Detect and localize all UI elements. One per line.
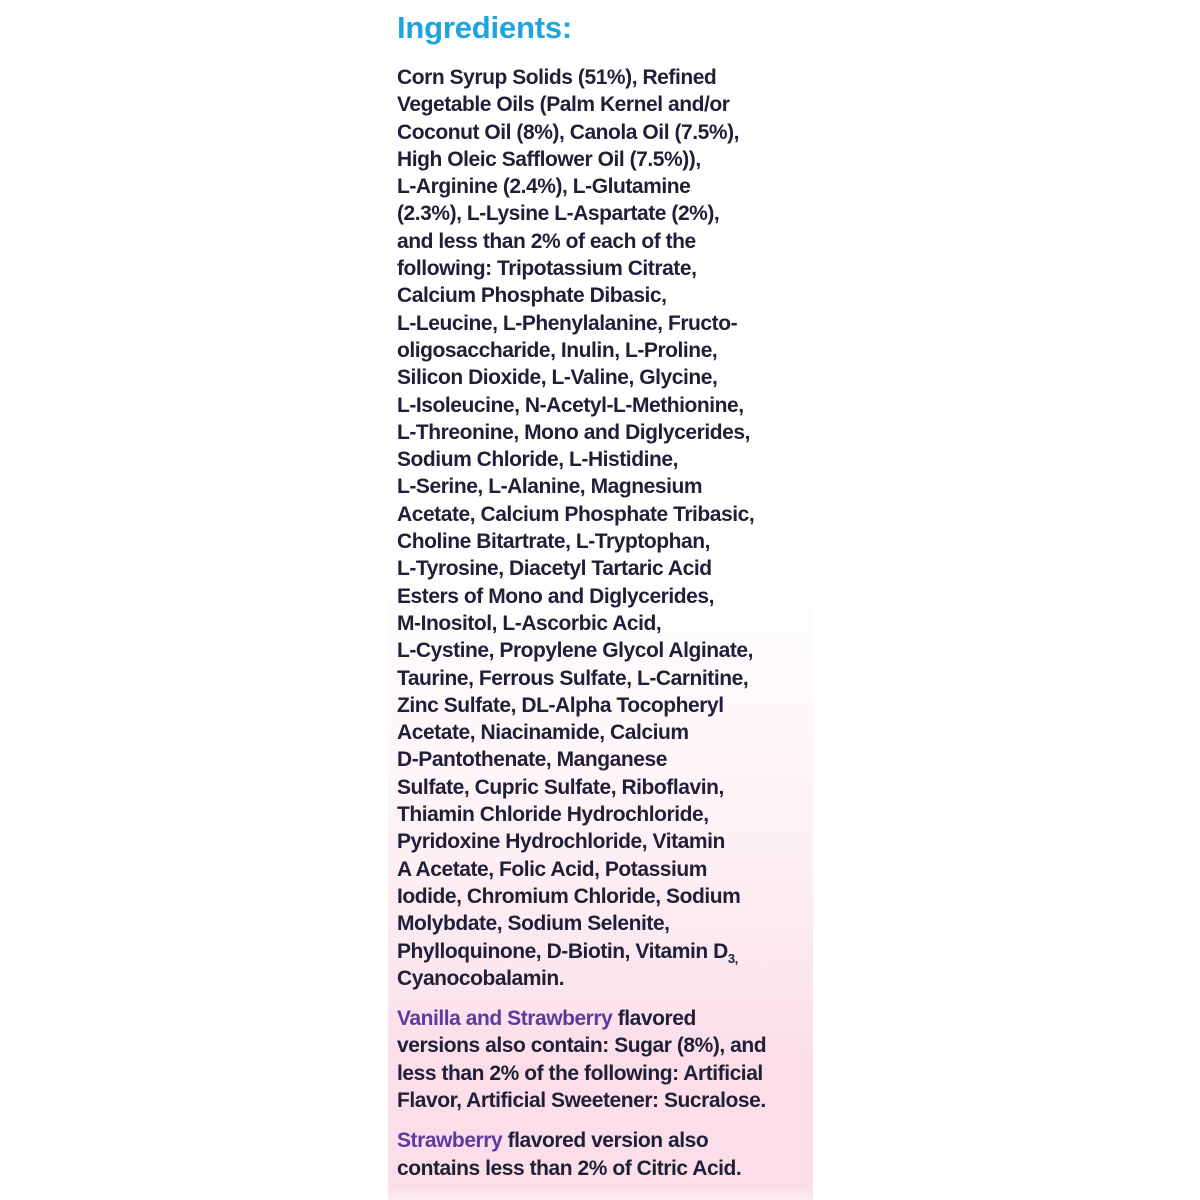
- ingredients-line: L-Isoleucine, N-Acetyl-L-Methionine,: [397, 393, 744, 417]
- ingredients-line: Coconut Oil (8%), Canola Oil (7.5%),: [397, 120, 739, 144]
- ingredients-line: A Acetate, Folic Acid, Potassium: [397, 857, 708, 881]
- ingredients-line: M-Inositol, L-Ascorbic Acid,: [397, 611, 662, 635]
- ingredients-line: Calcium Phosphate Dibasic,: [397, 284, 667, 308]
- ingredients-line: Thiamin Chloride Hydrochloride,: [397, 803, 709, 827]
- ingredients-line: L-Cystine, Propylene Glycol Alginate,: [397, 639, 753, 663]
- ingredients-line: Esters of Mono and Diglycerides,: [397, 584, 715, 608]
- ingredients-line: Choline Bitartrate, L-Tryptophan,: [397, 530, 710, 554]
- flavor-note-line: Vanilla and Strawberry flavored: [397, 1007, 696, 1031]
- flavor-note: [397, 1127, 809, 1182]
- ingredients-line: Sulfate, Cupric Sulfate, Riboflavin,: [397, 775, 724, 799]
- ingredients-line: Acetate, Niacinamide, Calcium: [397, 721, 689, 745]
- flavor-note-line: less than 2% of the following: Artificial: [397, 1061, 763, 1085]
- ingredients-lines: [397, 64, 809, 992]
- ingredients-line: Cyanocobalamin.: [397, 966, 565, 990]
- flavor-notes: [397, 1005, 809, 1182]
- flavor-note-line: contains less than 2% of Citric Acid.: [397, 1156, 742, 1180]
- flavor-note-lead: Vanilla and Strawberry: [397, 1007, 613, 1031]
- ingredients-line: oligosaccharide, Inulin, L-Proline,: [397, 338, 718, 362]
- flavor-note-line: Flavor, Artificial Sweetener: Sucralose.: [397, 1088, 766, 1112]
- ingredients-line: L-Arginine (2.4%), L-Glutamine: [397, 175, 691, 199]
- ingredients-line: Vegetable Oils (Palm Kernel and/or: [397, 93, 730, 117]
- ingredients-line: Corn Syrup Solids (51%), Refined: [397, 66, 717, 89]
- ingredients-line: L-Threonine, Mono and Diglycerides,: [397, 420, 750, 444]
- ingredients-line: following: Tripotassium Citrate,: [397, 257, 697, 281]
- flavor-note: [397, 1005, 809, 1114]
- flavor-note-line: versions also contain: Sugar (8%), and: [397, 1034, 767, 1058]
- ingredients-line: L-Tyrosine, Diacetyl Tartaric Acid: [397, 557, 712, 581]
- ingredients-line: Molybdate, Sodium Selenite,: [397, 912, 670, 936]
- flavor-note-lead: Strawberry: [397, 1129, 503, 1153]
- ingredients-line: Sodium Chloride, L-Histidine,: [397, 448, 678, 472]
- ingredients-content: [397, 10, 809, 1182]
- ingredients-line: Acetate, Calcium Phosphate Tribasic,: [397, 502, 755, 526]
- ingredients-title: Ingredients:: [397, 10, 573, 45]
- ingredients-line: Phylloquinone, D-Biotin, Vitamin $D_{3,}$: [397, 939, 738, 966]
- ingredients-line: and less than 2% of each of the: [397, 229, 696, 253]
- flavor-note-line: Strawberry flavored version also: [397, 1129, 709, 1153]
- ingredients-line: Taurine, Ferrous Sulfate, L-Carnitine,: [397, 666, 749, 690]
- ingredients-line: Pyridoxine Hydrochloride, Vitamin: [397, 830, 725, 854]
- ingredients-line: (2.3%), L-Lysine L-Aspartate (2%),: [397, 202, 720, 226]
- ingredients-line: Silicon Dioxide, L-Valine, Glycine,: [397, 366, 718, 390]
- ingredients-line: High Oleic Safflower Oil (7.5%)),: [397, 147, 701, 171]
- ingredients-line: L-Leucine, L-Phenylalanine, Fructo-: [397, 311, 738, 335]
- ingredients-line: Iodide, Chromium Chloride, Sodium: [397, 884, 741, 908]
- ingredients-line: D-Pantothenate, Manganese: [397, 748, 667, 772]
- ingredients-line: Zinc Sulfate, DL-Alpha Tocopheryl: [397, 693, 724, 717]
- ingredients-line: L-Serine, L-Alanine, Magnesium: [397, 475, 703, 499]
